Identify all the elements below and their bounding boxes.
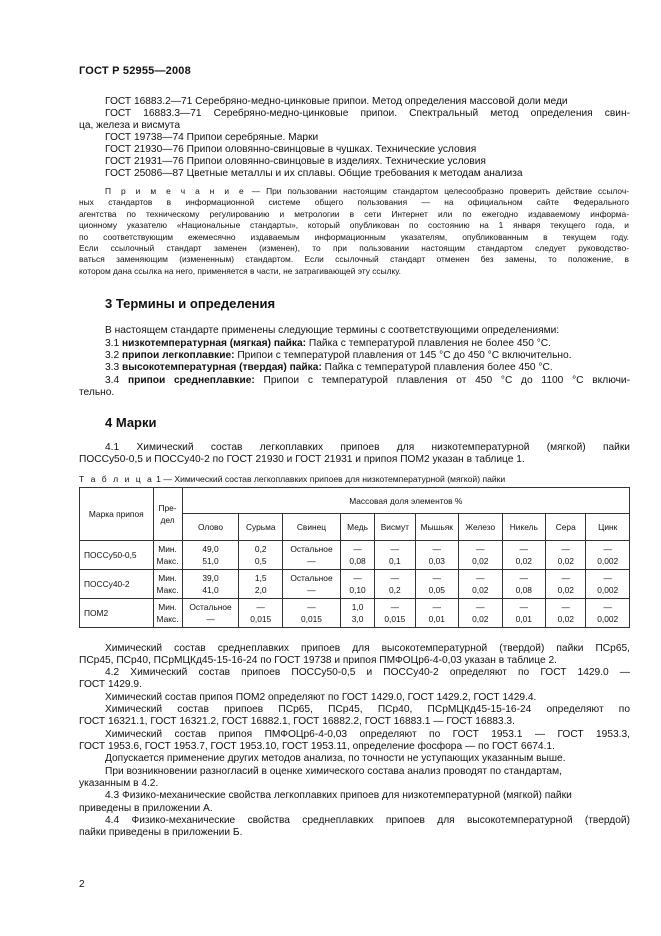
value-cell: — 0,02 bbox=[546, 570, 586, 599]
ref-line: ГОСТ 16883.3—71 Серебряно-медно-цинковые припои. Спектральный метод определения свин- bbox=[105, 108, 630, 119]
grade-cell: ПОМ2 bbox=[80, 599, 154, 628]
body-line: Химический состав припоев ПСр65, ПСр45, ПСр40, ПСрМЦКд45-15-16-24 определяют по bbox=[105, 704, 630, 715]
note-line: агентства по техническому регулированию и метрологии в сети Интернет или по ежегодно издаваемому информа- bbox=[79, 208, 629, 219]
ref-line: ГОСТ 25086—87 Цветные металлы и их сплавы. Общие требования к методам анализа bbox=[105, 168, 523, 179]
body-line: ГОСТ 16321.1, ГОСТ 16321.2, ГОСТ 16882.1, ГОСТ 16882.2, ГОСТ 16883.1 — ГОСТ 16883.3. bbox=[79, 716, 515, 727]
value-cell: Остальное — bbox=[282, 541, 340, 570]
value-cell: 1,5 2,0 bbox=[239, 570, 283, 599]
value-cell: Остальное — bbox=[182, 599, 239, 628]
limit-cell: Мин. Макс. bbox=[153, 599, 182, 628]
value-cell: — 0,05 bbox=[415, 570, 459, 599]
table-row bbox=[80, 599, 630, 628]
term-3-3: 3.3 высокотемпературная (твердая) пайка: Пайка с температурой плавления более 450 °С. bbox=[105, 362, 553, 373]
page-number: 2 bbox=[79, 879, 85, 890]
note-line: Если ссылочный стандарт заменен (изменен), то при пользовании настоящим стандартом следует руководство- bbox=[79, 243, 629, 254]
ref-line: ГОСТ 21930—76 Припои оловянно-свинцовые в чушках. Технические условия bbox=[105, 144, 477, 155]
note-label: П р и м е ч а н и е bbox=[105, 186, 246, 196]
term-name: низкотемпературная (мягкая) пайка: bbox=[122, 338, 307, 349]
term-3-4-cont: тельно. bbox=[79, 387, 115, 398]
note-line: ваться заменяющим (измененным) стандартом. Если ссылочный стандарт отменен без замены, то положение, в bbox=[79, 254, 629, 265]
body-line: 4.2 Химический состав припоев ПОССу50-0,5 и ПОССу40-2 определяют по ГОСТ 1429.0 — bbox=[105, 667, 630, 678]
section-4-title: 4 Марки bbox=[105, 415, 157, 430]
table-header-grade: Марка припоя bbox=[80, 488, 154, 541]
table-header-limit: Пре- дел bbox=[153, 488, 182, 541]
note-block bbox=[79, 186, 629, 277]
body-line: Химический состав среднеплавких припоев для высокотемпературной (твердой) пайки ПСр65, bbox=[105, 643, 630, 654]
body-line: Химический состав припоя ПОМ2 определяют по ГОСТ 1429.0, ГОСТ 1429.2, ГОСТ 1429.4. bbox=[105, 692, 537, 703]
table-header-element: Железо bbox=[459, 514, 503, 541]
section-3-intro: В настоящем стандарте применены следующие термины с соответствующими определениями: bbox=[105, 325, 560, 336]
value-cell: — 0,02 bbox=[459, 599, 503, 628]
term-name: припои легкоплавкие: bbox=[122, 350, 235, 361]
value-cell: — 0,08 bbox=[502, 570, 546, 599]
body-line: ГОСТ 1953.6, ГОСТ 1953.7, ГОСТ 1953.10, ГОСТ 1953.11, определение фосфора — по ГОСТ 6674.1. bbox=[79, 741, 555, 752]
table-header-element: Сера bbox=[546, 514, 586, 541]
table-header-element: Медь bbox=[340, 514, 374, 541]
value-cell: — 0,002 bbox=[586, 570, 630, 599]
body-line: Допускается применение других методов анализа, по точности не уступающих указанным выше. bbox=[105, 753, 566, 764]
para-4-1: 4.1 Химический состав легкоплавких припоев для низкотемпературной (мягкой) пайки bbox=[105, 442, 630, 453]
note-line: по соответствующим ежемесячно издаваемым информационным указателям, опубликованным в текущем году. bbox=[79, 231, 629, 242]
note-line: котором дана ссылка на него, применяется в части, не затрагивающей эту ссылку. bbox=[79, 265, 401, 276]
table-row bbox=[80, 570, 630, 599]
value-cell: — 0,2 bbox=[375, 570, 415, 599]
value-cell: — 0,1 bbox=[375, 541, 415, 570]
doc-header: ГОСТ Р 52955—2008 bbox=[79, 65, 191, 77]
ref-line: ГОСТ 16883.2—71 Серебряно-медно-цинковые припои. Метод определения массовой доли меди bbox=[105, 96, 568, 107]
table-row bbox=[80, 541, 630, 570]
grade-cell: ПОССу50-0,5 bbox=[80, 541, 154, 570]
value-cell: — 0,002 bbox=[586, 541, 630, 570]
value-cell: — 0,02 bbox=[459, 570, 503, 599]
table-header-element: Свинец bbox=[282, 514, 340, 541]
value-cell: — 0,02 bbox=[546, 541, 586, 570]
value-cell: — 0,015 bbox=[375, 599, 415, 628]
table-header-group: Массовая доля элементов % bbox=[182, 488, 629, 514]
value-cell: — 0,015 bbox=[282, 599, 340, 628]
table-header-element: Мышьяк bbox=[415, 514, 459, 541]
body-line: пайки приведены в приложении Б. bbox=[79, 827, 243, 838]
term-name: припои среднеплавкие: bbox=[127, 375, 255, 386]
limit-cell: Мин. Макс. bbox=[153, 570, 182, 599]
term-3-4: 3.4 припои среднеплавкие: Припои с температурой плавления от 450 °С до 1100 °С включи- bbox=[105, 375, 631, 386]
value-cell: — 0,002 bbox=[586, 599, 630, 628]
term-3-2: 3.2 припои легкоплавкие: Припои с температурой плавления от 145 °С до 450 °С включительно. bbox=[105, 350, 572, 361]
grade-cell: ПОССу40-2 bbox=[80, 570, 154, 599]
value-cell: Остальное — bbox=[282, 570, 340, 599]
table-header-element: Олово bbox=[182, 514, 239, 541]
body-line: При возникновении разногласий в оценке химического состава анализ проводят по стандартам, bbox=[105, 766, 562, 777]
value-cell: — 0,08 bbox=[340, 541, 374, 570]
value-cell: — 0,02 bbox=[546, 599, 586, 628]
limit-cell: Мин. Макс. bbox=[153, 541, 182, 570]
body-line: ПСр45, ПСр40, ПСрМЦКд45-15-16-24 по ГОСТ 19738 и припоя ПМФОЦр6-4-0,03 указан в таблице 2. bbox=[79, 655, 557, 666]
table-header-element: Цинк bbox=[586, 514, 630, 541]
value-cell: — 0,01 bbox=[502, 599, 546, 628]
ref-line: ГОСТ 21931—76 Припои оловянно-свинцовые в изделиях. Технические условия bbox=[105, 156, 486, 167]
value-cell: 39,0 41,0 bbox=[182, 570, 239, 599]
value-cell: — 0,01 bbox=[415, 599, 459, 628]
note-line: ционному указателю «Национальные стандарты», который опубликован по состоянию на 1 января текущего года, и bbox=[79, 220, 629, 231]
term-name: высокотемпературная (твердая) пайка: bbox=[122, 362, 322, 373]
table-header-element: Сурьма bbox=[239, 514, 283, 541]
para-4-1-cont: ПОССу50-0,5 и ПОССу40-2 по ГОСТ 21930 и ГОСТ 21931 и припоя ПОМ2 указан в таблице 1. bbox=[79, 454, 525, 465]
value-cell: — 0,015 bbox=[239, 599, 283, 628]
body-line: 4.4 Физико-механические свойства среднеплавких припоев для высокотемпературной (твердой) bbox=[105, 815, 630, 826]
body-line: Химический состав припоя ПМФОЦр6-4-0,03 определяют по ГОСТ 1953.1 — ГОСТ 1953.3, bbox=[105, 729, 630, 740]
note-line: ных стандартов в информационной системе общего пользования — на официальном сайте Федерального bbox=[79, 197, 629, 208]
value-cell: — 0,10 bbox=[340, 570, 374, 599]
value-cell: 0,2 0,5 bbox=[239, 541, 283, 570]
section-3-title: 3 Термины и определения bbox=[105, 296, 276, 311]
value-cell: — 0,03 bbox=[415, 541, 459, 570]
ref-line: ГОСТ 19738—74 Припои серебряные. Марки bbox=[105, 132, 319, 143]
ref-line: ца, железа и висмута bbox=[79, 120, 181, 131]
note-line: П р и м е ч а н и е — При пользовании настоящим стандартом целесообразно проверить действие ссылоч- bbox=[105, 186, 629, 196]
value-cell: — 0,02 bbox=[459, 541, 503, 570]
table-header-element: Никель bbox=[502, 514, 546, 541]
body-line: 4.3 Физико-механические свойства легкоплавких припоев для низкотемпературной (мягкой) пайки bbox=[105, 790, 572, 801]
value-cell: 49,0 51,0 bbox=[182, 541, 239, 570]
value-cell: — 0,02 bbox=[502, 541, 546, 570]
body-line: указанным в 4.2. bbox=[79, 778, 159, 789]
table-1-caption: Т а б л и ц а 1 — Химический состав легкоплавких припоев для низкотемпературной (мягкой) пайки bbox=[79, 474, 506, 484]
table-1 bbox=[79, 487, 630, 628]
body-line: приведены в приложении А. bbox=[79, 803, 213, 814]
body-line: ГОСТ 1429.9. bbox=[79, 679, 142, 690]
term-3-1: 3.1 низкотемпературная (мягкая) пайка: Пайка с температурой плавления не более 450 °С. bbox=[105, 338, 551, 349]
table-header-element: Висмут bbox=[375, 514, 415, 541]
value-cell: 1,0 3,0 bbox=[340, 599, 374, 628]
